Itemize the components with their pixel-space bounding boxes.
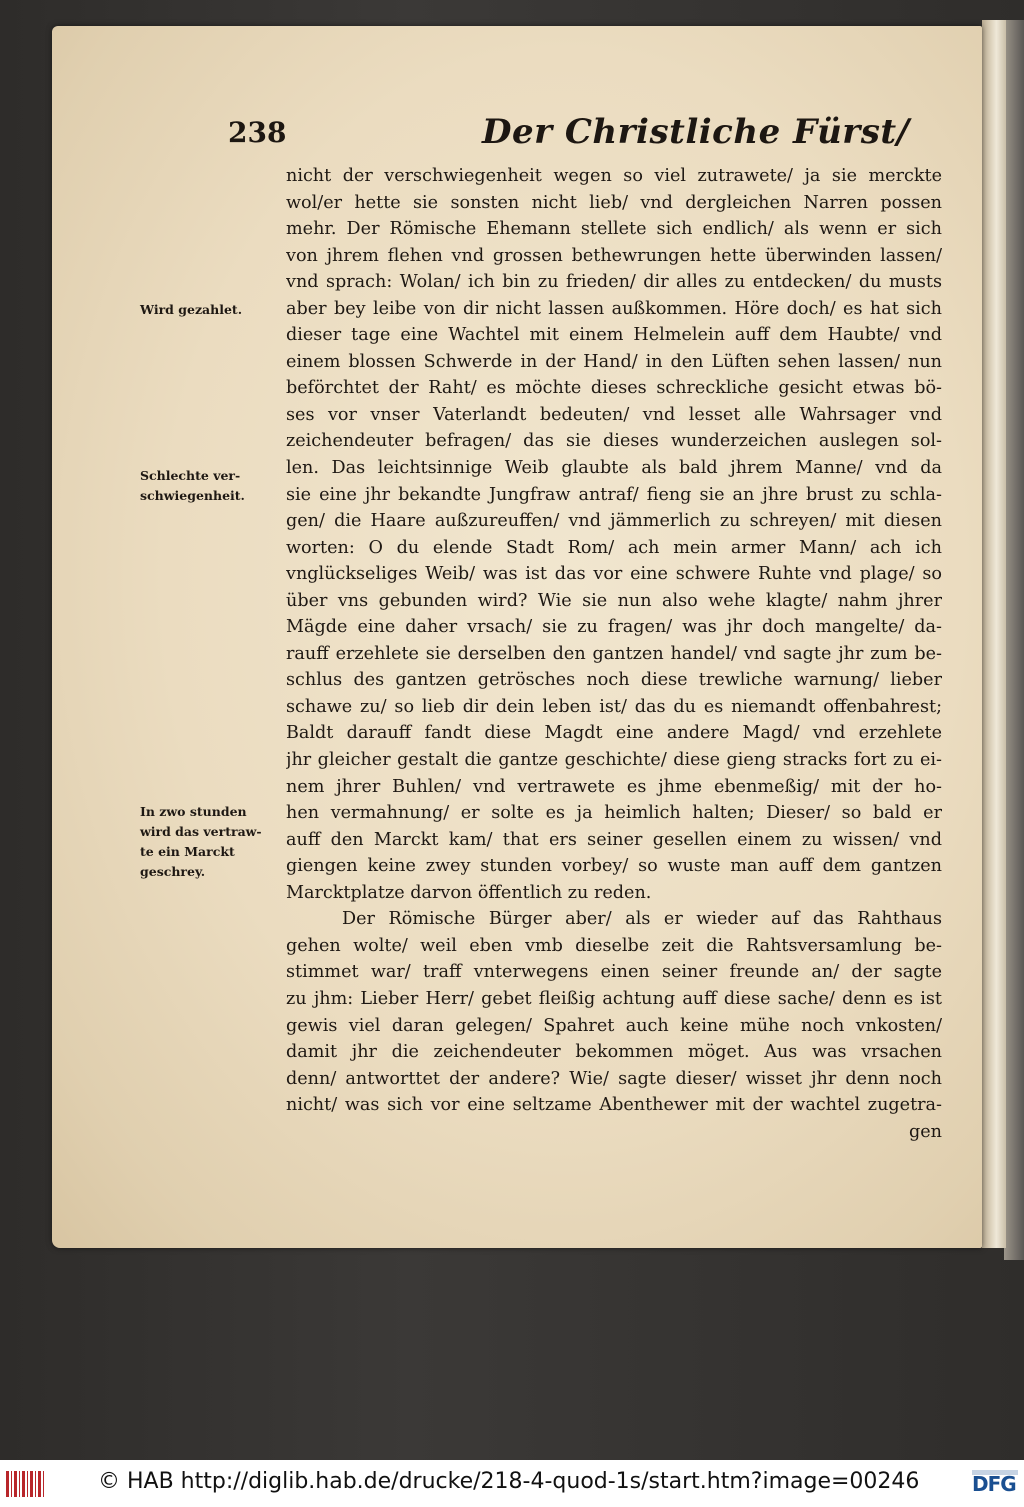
page-stack-edge — [982, 20, 1006, 1248]
hab-barcode-icon — [6, 1471, 46, 1497]
marginal-note-line: te ein Marckt — [140, 844, 235, 859]
text-line: Der Römische Bürger aber/ als er wieder auf das Rahthaus — [342, 909, 942, 930]
text-line: nem jhrer Buhlen/ vnd vertrawete es jhme ebenmeßig/ mit der ho- — [286, 776, 942, 797]
text-line: denn/ antworttet der andere? Wie/ sagte dieser/ wisset jhr denn noch — [286, 1068, 942, 1089]
page-number: 238 — [228, 116, 287, 149]
text-line: nicht/ was sich vor eine seltzame Abenthewer mit der wachtel zugetra- — [286, 1095, 942, 1116]
text-line: vnd sprach: Wolan/ ich bin zu frieden/ dir alles zu entdecken/ du musts — [286, 272, 942, 293]
text-line: auff den Marckt kam/ that ers seiner gesellen einem zu wissen/ vnd — [286, 829, 942, 850]
main-text-block — [286, 163, 942, 1145]
text-line: nicht der verschwiegenheit wegen so viel zutrawete/ ja sie merckte — [286, 166, 942, 186]
copyright-link[interactable]: © HAB http://diglib.hab.de/drucke/218-4-quod-1s/start.htm?image=00246 — [98, 1469, 920, 1494]
text-line: zeichendeuter befragen/ das sie dieses wunderzeichen auslegen sol- — [286, 431, 942, 452]
text-line: Marcktplatze darvon öffentlich zu reden. — [286, 882, 652, 903]
text-line: schlus des gantzen getrösches noch diese trewliche warnung/ lieber — [286, 670, 942, 691]
book-cover-edge — [1004, 20, 1024, 1260]
marginal-note-3 — [140, 802, 280, 882]
text-line: aber bey leibe von dir nicht lassen außkommen. Höre doch/ es hat sich — [286, 298, 942, 319]
text-line: über vns gebunden wird? Wie sie nun also wehe klagte/ nahm jhrer — [286, 590, 942, 611]
marginal-note-1 — [140, 300, 280, 320]
text-line: vnglückseliges Weib/ was ist das vor eine schwere Ruhte vnd plage/ so — [286, 564, 942, 585]
text-line: schawe zu/ so lieb dir dein leben ist/ das du es niemandt offenbahrest; — [286, 696, 942, 717]
text-line: damit jhr die zeichendeuter bekommen möget. Aus was vrsachen — [286, 1042, 942, 1063]
running-title: Der Christliche Fürst/ — [482, 112, 910, 152]
text-line: wol/er hette sie sonsten nicht lieb/ vnd dergleichen Narren possen — [286, 192, 942, 213]
text-line: gen/ die Haare außzureuffen/ vnd jämmerlich zu schreyen/ mit diesen — [286, 511, 942, 532]
text-line: von jhrem flehen vnd grossen bethewrungen hette überwinden lassen/ — [286, 245, 942, 266]
text-line: giengen keine zwey stunden vorbey/ so wuste man auff dem gantzen — [286, 856, 942, 877]
marginal-note-2 — [140, 466, 280, 506]
text-line: Mägde eine daher vrsach/ sie zu fragen/ was jhr doch mangelte/ da- — [286, 617, 942, 638]
text-line: zu jhm: Lieber Herr/ gebet fleißig achtung auff diese sache/ denn es ist — [286, 988, 942, 1009]
text-line: dieser tage eine Wachtel mit einem Helmelein auff dem Haubte/ vnd — [286, 325, 942, 346]
marginal-note-line: In zwo stunden — [140, 804, 247, 819]
marginal-note-line: Wird gezahlet. — [140, 302, 243, 317]
viewer-footer — [0, 1460, 1024, 1507]
text-line: jhr gleicher gestalt die gantze geschichte/ diese gieng stracks fort zu ei- — [286, 750, 942, 771]
text-line: hen vermahnung/ er solte es ja heimlich halten; Dieser/ so bald er — [286, 803, 942, 824]
text-line: gehen wolte/ weil eben vmb dieselbe zeit die Rahtsversamlung be- — [286, 935, 942, 956]
running-head — [228, 108, 948, 158]
marginal-note-line: Schlechte ver- — [140, 468, 241, 483]
text-line: einem blossen Schwerde in der Hand/ in den Lüften sehen lassen/ nun — [286, 351, 942, 372]
text-line: beförchtet der Raht/ es möchte dieses schreckliche gesicht etwas bö- — [286, 378, 942, 399]
marginal-note-line: geschrey. — [140, 864, 206, 879]
text-line: sie eine jhr bekandte Jungfraw antraf/ fieng sie an jhre brust zu schla- — [286, 484, 942, 505]
dfg-logo: DFG — [972, 1470, 1018, 1498]
text-line: mehr. Der Römische Ehemann stellete sich endlich/ als wenn er sich — [286, 219, 942, 240]
marginal-note-line: wird das vertraw- — [140, 824, 262, 839]
text-line: ses vor vnser Vaterlandt bedeuten/ vnd lesset alle Wahrsager vnd — [286, 404, 942, 425]
text-line: worten: O du elende Stadt Rom/ ach mein armer Mann/ ach ich — [286, 537, 942, 558]
catchword: gen — [908, 1121, 942, 1142]
text-line: stimmet war/ traff vnterwegens einen seiner freunde an/ der sagte — [286, 962, 942, 983]
text-line: gewis viel daran gelegen/ Spahret auch keine mühe noch vnkosten/ — [286, 1015, 942, 1036]
text-line: Baldt darauff fandt diese Magdt eine andere Magd/ vnd erzehlete — [286, 723, 942, 744]
marginal-note-line: schwiegenheit. — [140, 488, 245, 503]
text-line: len. Das leichtsinnige Weib glaubte als bald jhrem Manne/ vnd da — [286, 458, 942, 479]
text-line: rauff erzehlete sie derselben den gantzen handel/ vnd sagte jhr zum be- — [286, 643, 942, 664]
